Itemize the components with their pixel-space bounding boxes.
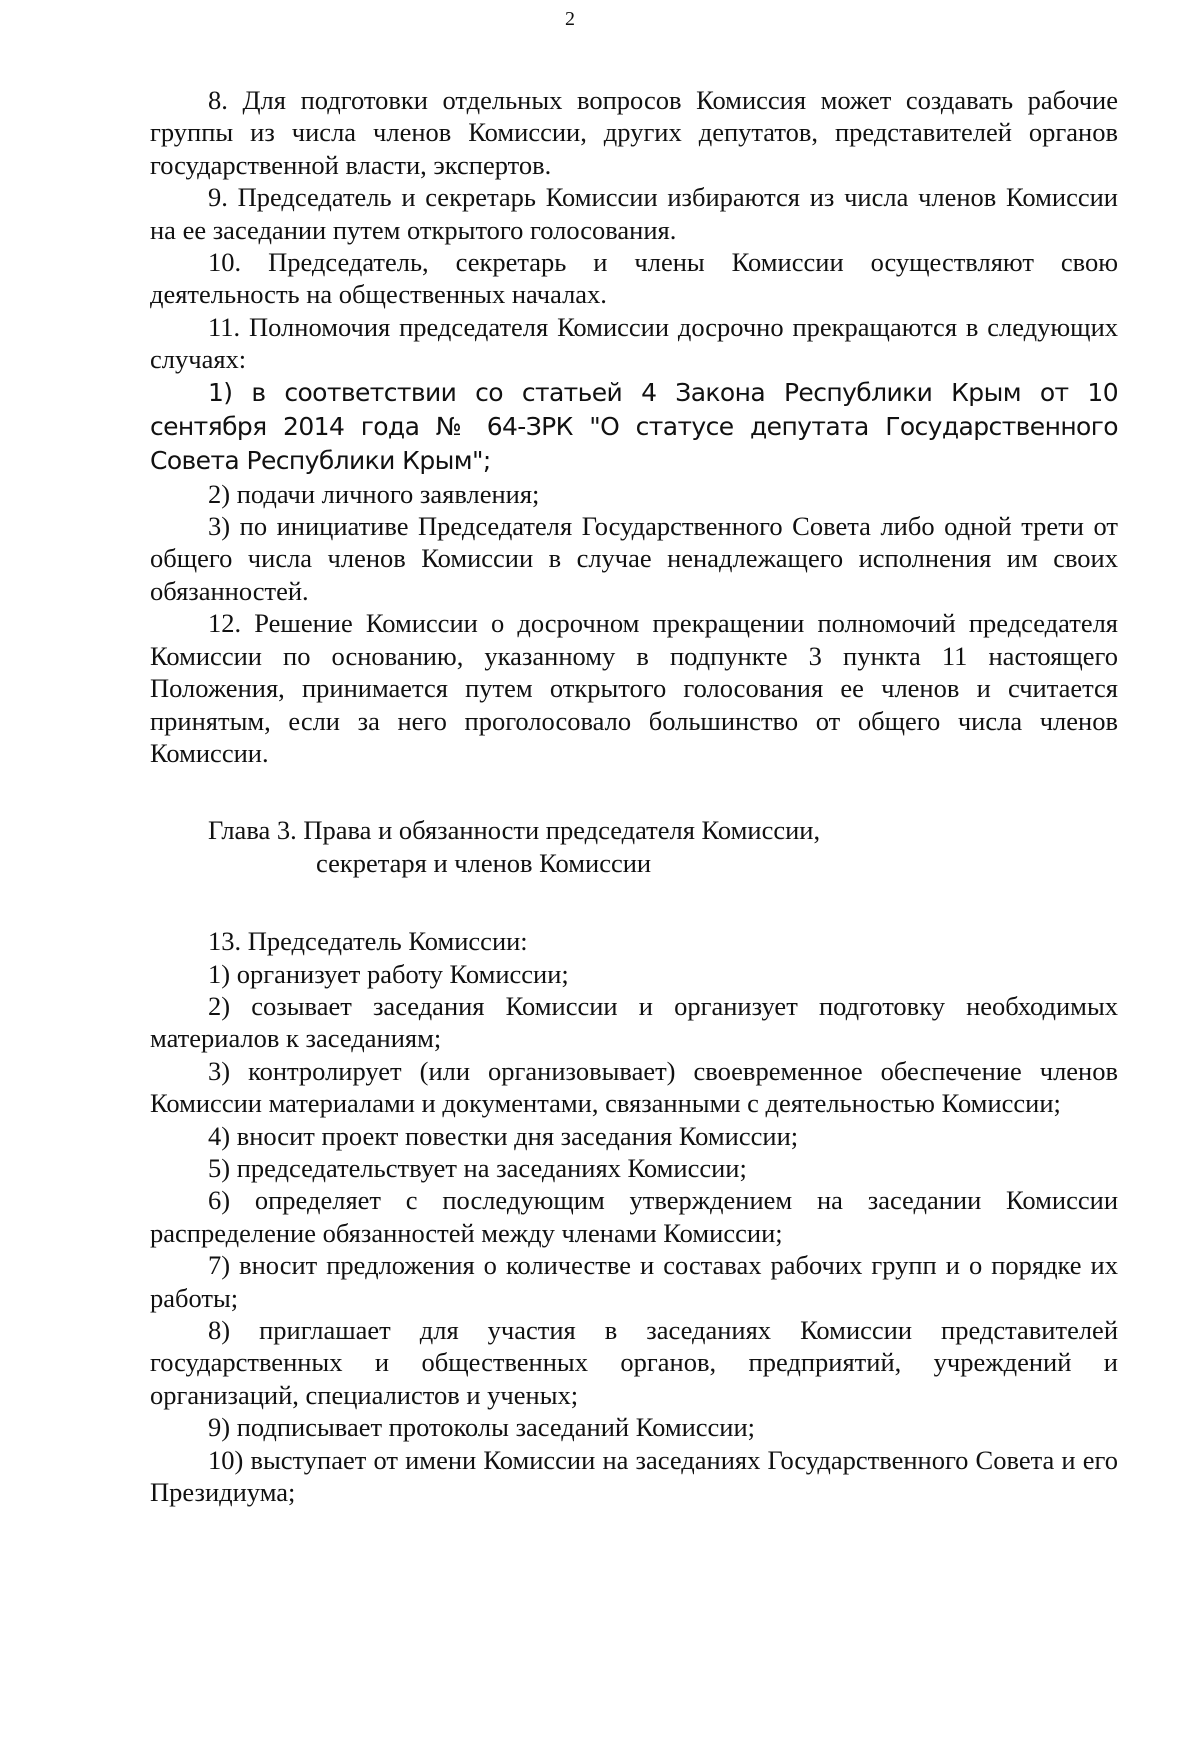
paragraph-13: 13. Председатель Комиссии: xyxy=(208,926,528,957)
paragraph-11: 11. Полномочия председателя Комиссии досрочно прекращаются в следующих случаях: xyxy=(150,311,1118,375)
paragraph-11-item-2: 2) подачи личного заявления; xyxy=(208,478,540,509)
paragraph-8: 8. Для подготовки отдельных вопросов Комиссия может создавать рабочие группы из числа членов Комиссии, других депутатов, представителей органов государственной власти, экспертов. xyxy=(150,85,1118,180)
paragraph-9: 9. Председатель и секретарь Комиссии избираются из числа членов Комиссии на ее заседании путем открытого голосования. xyxy=(150,182,1118,245)
paragraph-13-item-1: 1) организует работу Комиссии; xyxy=(208,958,569,989)
paragraph-13-item-7: 7) вносит предложения о количестве и составах рабочих групп и о порядке их работы; xyxy=(150,1250,1118,1313)
paragraph-12: 12. Решение Комиссии о досрочном прекращении полномочий председателя Комиссии по основанию, указанному в подпункте 3 пункта 11 настоящего Положения, принимается путем открытого голосования ее членов и считается принятым, если за него проголосовало большинство от общего числа членов Комиссии. xyxy=(150,608,1118,768)
paragraph-13-item-9: 9) подписывает протоколы заседаний Комиссии; xyxy=(208,1412,756,1443)
chapter-heading-line-1: Глава 3. Права и обязанности председателя Комиссии, xyxy=(208,815,821,846)
paragraph-11-item-1: 1) в соответствии со статьей 4 Закона Республики Крым от 10 сентября 2014 года № 64-ЗРК "О статусе депутата Государственного Совета Республики Крым"; xyxy=(150,377,1118,475)
paragraph-11-item-3: 3) по инициативе Председателя Государственного Совета либо одной трети от общего числа членов Комиссии в случае ненадлежащего исполнения им своих обязанностей. xyxy=(150,511,1118,606)
paragraph-13-item-6: 6) определяет с последующим утверждением на заседании Комиссии распределение обязанностей между членами Комиссии; xyxy=(150,1185,1118,1248)
paragraph-10: 10. Председатель, секретарь и члены Комиссии осуществляют свою деятельность на общественных началах. xyxy=(150,247,1118,310)
document-body xyxy=(150,84,1118,1508)
paragraph-13-item-2: 2) созывает заседания Комиссии и организует подготовку необходимых материалов к заседаниям; xyxy=(150,990,1118,1054)
page-number: 2 xyxy=(565,8,575,30)
chapter-heading-line-2: секретаря и членов Комиссии xyxy=(316,847,652,878)
paragraph-13-item-8: 8) приглашает для участия в заседаниях Комиссии представителей государственных и общественных органов, предприятий, учреждений и организаций, специалистов и ученых; xyxy=(150,1315,1118,1410)
paragraph-13-item-5: 5) председательствует на заседаниях Комиссии; xyxy=(208,1152,747,1183)
paragraph-13-item-3: 3) контролирует (или организовывает) своевременное обеспечение членов Комиссии материалами и документами, связанными с деятельностью Комиссии; xyxy=(150,1055,1118,1119)
paragraph-13-item-4: 4) вносит проект повестки дня заседания Комиссии; xyxy=(208,1120,799,1151)
paragraph-13-item-10: 10) выступает от имени Комиссии на заседаниях Государственного Совета и его Президиума; xyxy=(150,1444,1118,1508)
chapter-heading xyxy=(208,814,1118,879)
